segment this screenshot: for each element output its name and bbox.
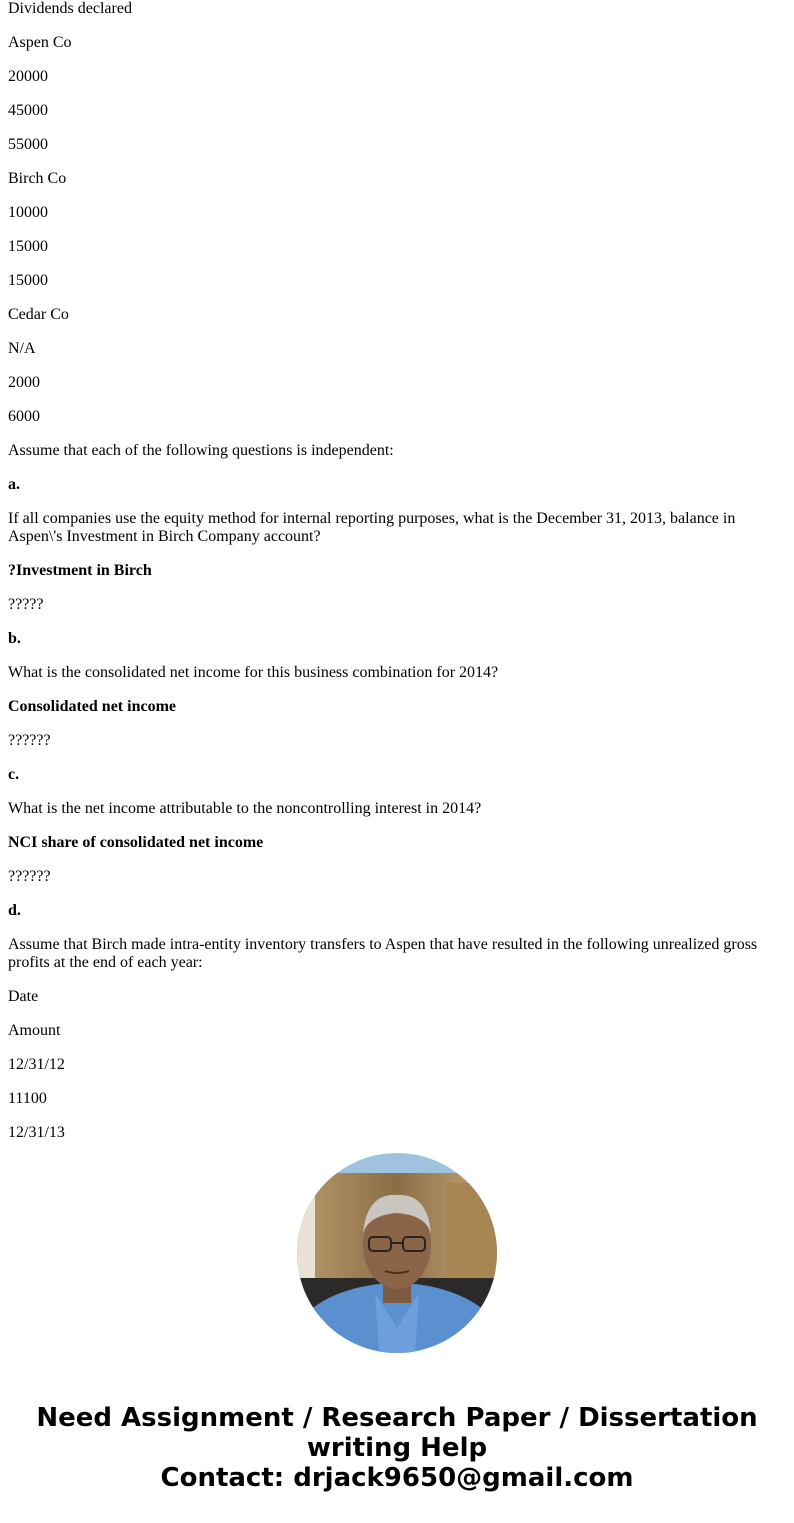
text-line: Assume that Birch made intra-entity inventory transfers to Aspen that have resulted in the following unrealized gross profits at the end of each year: [8,936,758,971]
text-line: If all companies use the equity method for internal reporting purposes, what is the December 31, 2013, balance in Aspen\'s Investment in Birch Company account? [8,510,736,545]
text-line: Amount [8,1022,61,1039]
text-line: 12/31/12 [8,1056,65,1073]
document-content [8,0,778,1141]
section-label: ?Investment in Birch [8,562,152,579]
text-line: Cedar Co [8,306,69,323]
text-line: Date [8,988,39,1005]
text-line: What is the consolidated net income for this business combination for 2014? [8,664,499,681]
text-line: 20000 [8,68,48,85]
text-line: Assume that each of the following questions is independent: [8,442,394,459]
text-line: 10000 [8,204,48,221]
text-line: 55000 [8,136,48,153]
text-line: ?????? [8,732,51,749]
text-line: N/A [8,340,36,357]
text-line: 12/31/13 [8,1124,65,1141]
text-line: ?????? [8,868,51,885]
section-label: d. [8,902,21,919]
text-line: Birch Co [8,170,67,187]
section-label: b. [8,630,21,647]
section-label: Consolidated net income [8,698,176,715]
text-line: 11100 [8,1090,47,1107]
text-line: 15000 [8,238,48,255]
text-line: 2000 [8,374,40,391]
text-line: ????? [8,596,44,613]
section-label: NCI share of consolidated net income [8,834,264,851]
promo-footer [0,1153,794,1493]
text-line: Aspen Co [8,34,72,51]
text-line: 45000 [8,102,48,119]
text-line: Dividends declared [8,0,132,17]
section-label: c. [8,766,20,783]
contact-banner [0,1403,794,1493]
text-line: 15000 [8,272,48,289]
contact-email[interactable]: Contact: drjack9650@gmail.com [160,1463,634,1493]
section-label: a. [8,476,20,493]
person-portrait-icon [297,1153,497,1353]
text-line: 6000 [8,408,40,425]
banner-headline: Need Assignment / Research Paper / Dissertation writing Help [36,1403,758,1463]
text-line: What is the net income attributable to the noncontrolling interest in 2014? [8,800,482,817]
